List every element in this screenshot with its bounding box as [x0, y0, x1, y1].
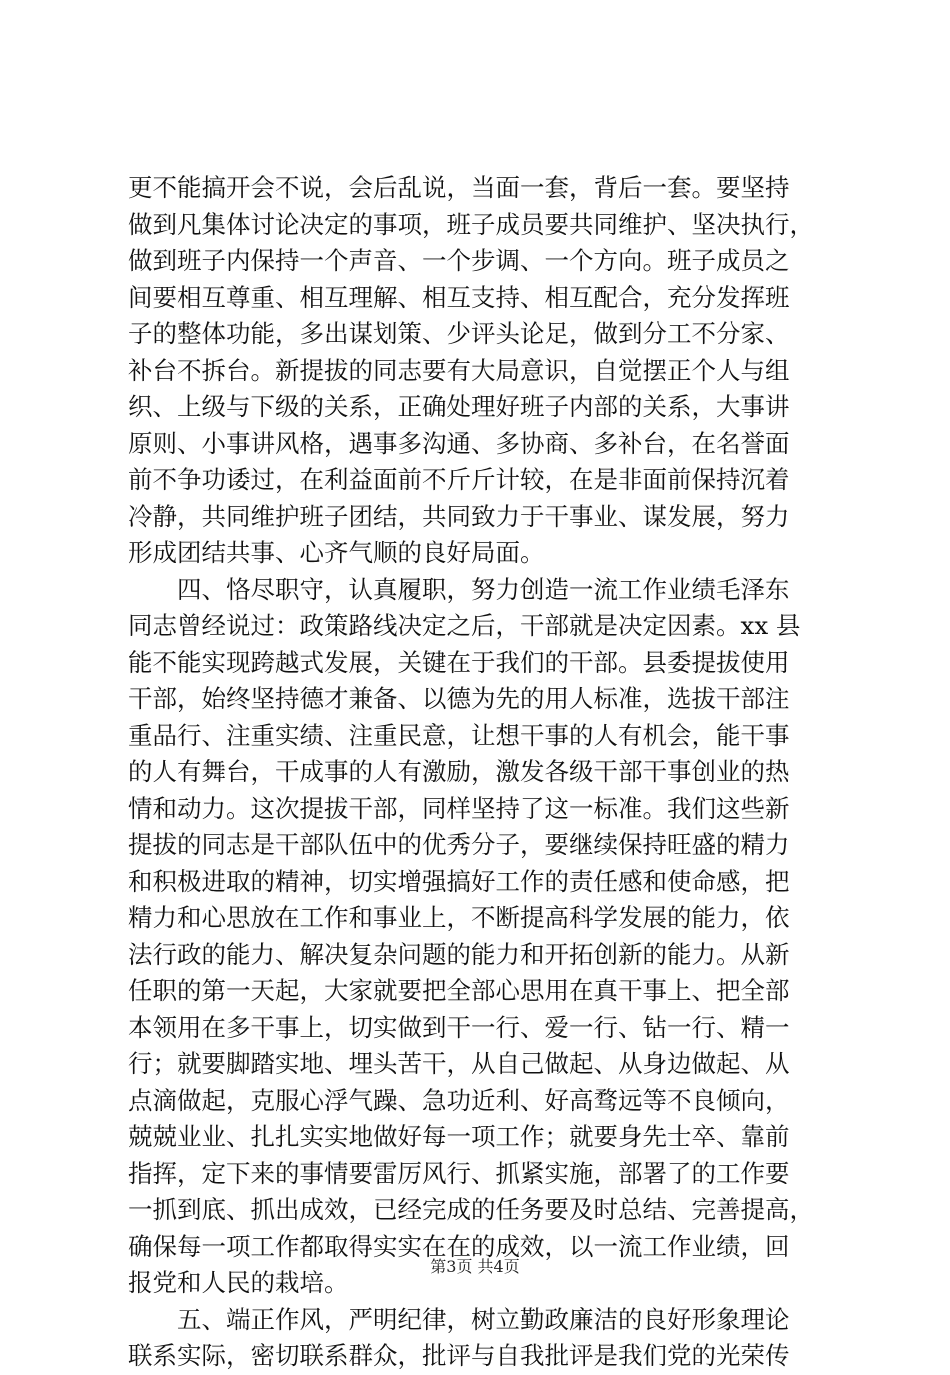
text-line: 织、上级与下级的关系，正确处理好班子内部的关系，大事讲 — [128, 392, 790, 421]
text-line: 行；就要脚踏实地、埋头苦干，从自己做起、从身边做起、从 — [128, 1049, 790, 1078]
text-line: 提拔的同志是干部队伍中的优秀分子，要继续保持旺盛的精力 — [128, 830, 790, 859]
text-line: 法行政的能力、解决复杂问题的能力和开拓创新的能力。从新 — [128, 939, 790, 969]
text-line: 联系实际，密切联系群众，批评与自我批评是我们党的光荣传 — [128, 1341, 790, 1370]
text-line: 能不能实现跨越式发展，关键在于我们的干部。县委提拔使用 — [128, 647, 790, 677]
text-line: 五、端正作风，严明纪律，树立勤政廉洁的良好形象理论 — [128, 1304, 790, 1334]
text-line: 兢兢业业、扎扎实实地做好每一项工作；就要身先士卒、靠前 — [128, 1122, 790, 1151]
text-line: 情和动力。这次提拔干部，同样坚持了这一标准。我们这些新 — [128, 793, 790, 823]
page-footer: 第3页 共4页 — [430, 1257, 520, 1276]
document-body — [128, 170, 828, 1375]
text-line: 形成团结共事、心齐气顺的良好局面。 — [128, 538, 545, 567]
text-line: 四、恪尽职守，认真履职，努力创造一流工作业绩毛泽东 — [128, 574, 790, 604]
text-line: 报党和人民的栽培。 — [128, 1268, 349, 1297]
text-line: 更不能搞开会不说，会后乱说，当面一套，背后一套。要坚持 — [128, 173, 790, 202]
text-line: 做到班子内保持一个声音、一个步调、一个方向。班子成员之 — [128, 246, 790, 275]
text-line: 的人有舞台，干成事的人有激励，激发各级干部干事创业的热 — [128, 757, 790, 786]
text-line: 确保每一项工作都取得实实在在的成效，以一流工作业绩，回 — [128, 1231, 790, 1261]
text-line: 点滴做起，克服心浮气躁、急功近利、好高骛远等不良倾向， — [128, 1085, 790, 1115]
text-line: 指挥，定下来的事情要雷厉风行、抓紧实施，部署了的工作要 — [128, 1158, 790, 1188]
text-line: 做到凡集体讨论决定的事项，班子成员要共同维护、坚决执行， — [128, 209, 814, 239]
text-line: 重品行、注重实绩、注重民意，让想干事的人有机会，能干事 — [128, 720, 790, 750]
text-line: 子的整体功能，多出谋划策、少评头论足，做到分工不分家、 — [128, 319, 790, 348]
text-line: 补台不拆台。新提拔的同志要有大局意识，自觉摆正个人与组 — [128, 355, 790, 385]
text-line: 同志曾经说过：政策路线决定之后，干部就是决定因素。xx 县 — [128, 611, 801, 640]
text-line: 任职的第一天起，大家就要把全部心思用在真干事上、把全部 — [128, 976, 790, 1005]
text-line: 本领用在多干事上，切实做到干一行、爱一行、钻一行、精一 — [128, 1012, 790, 1042]
text-line: 原则、小事讲风格，遇事多沟通、多协商、多补台，在名誉面 — [128, 428, 790, 458]
text-line: 间要相互尊重、相互理解、相互支持、相互配合，充分发挥班 — [128, 282, 790, 312]
text-line: 冷静，共同维护班子团结，共同致力于干事业、谋发展，努力 — [128, 501, 790, 531]
text-line: 一抓到底、抓出成效，已经完成的任务要及时总结、完善提高， — [128, 1195, 814, 1224]
text-line: 干部，始终坚持德才兼备、以德为先的用人标准，选拔干部注 — [128, 684, 790, 713]
text-line: 精力和心思放在工作和事业上，不断提高科学发展的能力，依 — [128, 903, 790, 932]
text-line: 和积极进取的精神，切实增强搞好工作的责任感和使命感，把 — [128, 866, 790, 896]
text-line: 前不争功诿过，在利益面前不斤斤计较，在是非面前保持沉着 — [128, 465, 790, 494]
